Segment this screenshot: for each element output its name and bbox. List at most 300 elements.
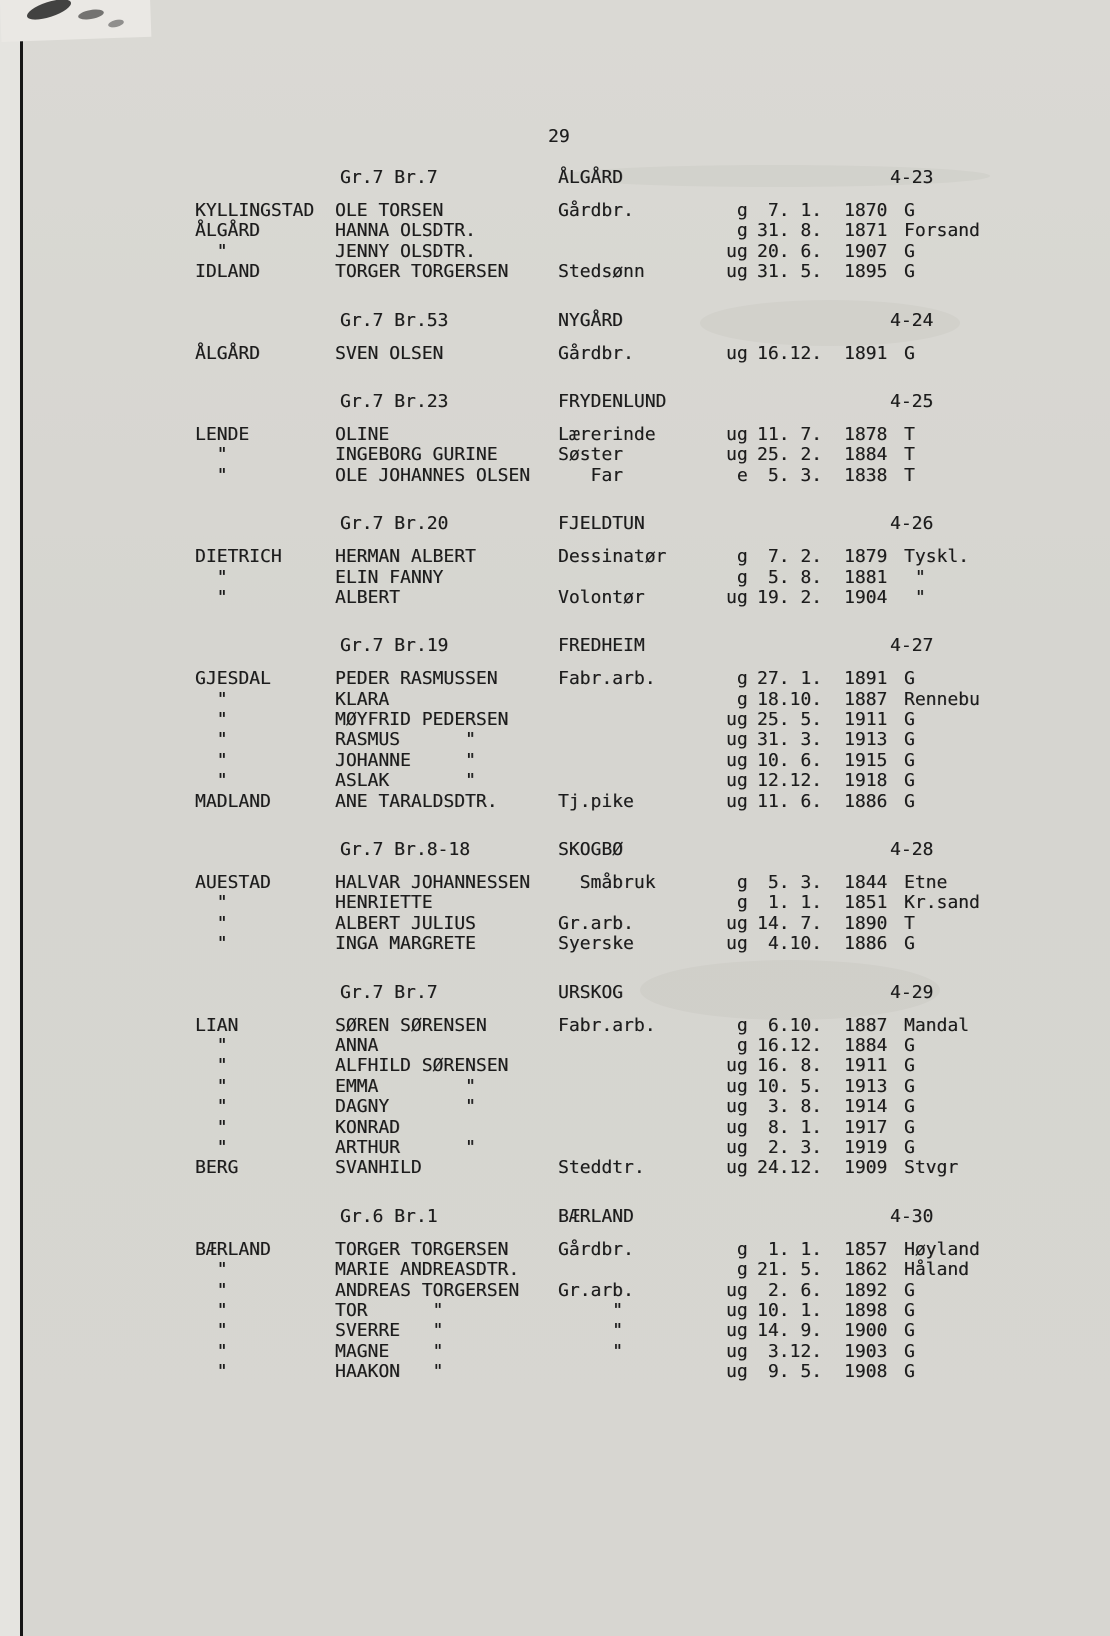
- cell-name: ASLAK ": [335, 770, 476, 792]
- cell-birth-year: 1891: [844, 342, 888, 364]
- cell-marital-status: ug: [726, 1116, 748, 1138]
- cell-name: PEDER RASMUSSEN: [335, 668, 498, 690]
- cell-surname: LIAN: [195, 1014, 239, 1036]
- cell-birth-date: 3.12.: [757, 1340, 823, 1362]
- cell-surname: ": [195, 749, 228, 771]
- cell-surname: ": [195, 1361, 228, 1383]
- cell-marital-status: ug: [726, 790, 748, 812]
- cell-birth-date: 10. 5.: [757, 1075, 823, 1097]
- cell-birthplace: ": [904, 566, 926, 588]
- cell-name: OLE TORSEN: [335, 200, 444, 221]
- cell-name: ARTHUR ": [335, 1136, 476, 1158]
- cell-marital-status: ug: [726, 586, 748, 608]
- census-row: [0, 1260, 1110, 1280]
- cell-name: HALVAR JOHANNESSEN: [335, 872, 531, 894]
- cell-name: HAAKON ": [335, 1361, 444, 1383]
- cell-birth-date: 16.12.: [757, 342, 823, 364]
- cell-birthplace: Mandal: [904, 1014, 970, 1036]
- group-rows: [0, 425, 1110, 486]
- cell-birthplace: G: [904, 1055, 915, 1077]
- census-row: [0, 1281, 1110, 1301]
- group-number: 4-29: [890, 981, 934, 1003]
- cell-birth-year: 1890: [844, 912, 888, 934]
- cell-birth-year: 1900: [844, 1320, 888, 1342]
- cell-birth-date: 18.10.: [757, 688, 823, 710]
- cell-surname: KYLLINGSTAD: [195, 200, 315, 221]
- cell-occupation: Fabr.arb.: [558, 668, 656, 690]
- cell-name: EMMA ": [335, 1075, 476, 1097]
- cell-birth-year: 1914: [844, 1096, 888, 1118]
- cell-surname: IDLAND: [195, 261, 261, 283]
- cell-marital-status: ug: [726, 1075, 748, 1097]
- cell-occupation: ": [558, 1299, 624, 1321]
- cell-birthplace: G: [904, 770, 915, 792]
- census-row: [0, 1077, 1110, 1097]
- group-rows: [0, 1240, 1110, 1383]
- census-row: [0, 771, 1110, 791]
- group-rows: [0, 201, 1110, 283]
- census-row: [0, 690, 1110, 710]
- group-header: [0, 311, 1110, 331]
- cell-marital-status: g: [726, 566, 748, 588]
- cell-occupation: Småbruk: [558, 872, 656, 894]
- cell-marital-status: g: [726, 220, 748, 242]
- cell-birthplace: ": [904, 586, 926, 608]
- group-rows: [0, 1016, 1110, 1179]
- cell-birthplace: Forsand: [904, 220, 980, 242]
- farm-name: NYGÅRD: [558, 309, 624, 331]
- farm-name: URSKOG: [558, 981, 624, 1003]
- cell-birth-year: 1917: [844, 1116, 888, 1138]
- group-gr-br: Gr.6 Br.1: [340, 1205, 438, 1227]
- group-rows: [0, 873, 1110, 955]
- cell-birthplace: T: [904, 464, 915, 486]
- cell-name: SØREN SØRENSEN: [335, 1014, 487, 1036]
- cell-name: ALBERT: [335, 586, 401, 608]
- census-group: [0, 168, 1110, 283]
- cell-occupation: Gr.arb.: [558, 912, 634, 934]
- page-number: 29: [548, 126, 570, 147]
- cell-marital-status: g: [726, 1014, 748, 1036]
- cell-occupation: Dessinatør: [558, 546, 667, 568]
- cell-marital-status: g: [726, 892, 748, 914]
- cell-marital-status: ug: [726, 933, 748, 955]
- group-gr-br: Gr.7 Br.23: [340, 390, 449, 412]
- census-row: [0, 344, 1110, 364]
- cell-birthplace: G: [904, 240, 915, 262]
- cell-birth-date: 6.10.: [757, 1014, 823, 1036]
- cell-birthplace: G: [904, 200, 915, 221]
- farm-name: ÅLGÅRD: [558, 167, 624, 188]
- group-rows: [0, 344, 1110, 364]
- cell-birth-date: 1. 1.: [757, 1238, 823, 1260]
- group-gr-br: Gr.7 Br.7: [340, 167, 438, 188]
- cell-name: SVERRE ": [335, 1320, 444, 1342]
- cell-surname: GJESDAL: [195, 668, 271, 690]
- cell-name: JOHANNE ": [335, 749, 476, 771]
- cell-occupation: ": [558, 1340, 624, 1362]
- cell-occupation: Gr.arb.: [558, 1279, 634, 1301]
- cell-birth-date: 21. 5.: [757, 1259, 823, 1281]
- census-row: [0, 792, 1110, 812]
- cell-birthplace: G: [904, 1034, 915, 1056]
- cell-birthplace: T: [904, 423, 915, 445]
- cell-birth-date: 19. 2.: [757, 586, 823, 608]
- cell-birth-year: 1884: [844, 1034, 888, 1056]
- cell-birth-date: 5. 8.: [757, 566, 823, 588]
- census-row: [0, 1036, 1110, 1056]
- cell-marital-status: ug: [726, 423, 748, 445]
- cell-birth-date: 10. 6.: [757, 749, 823, 771]
- cell-birthplace: G: [904, 1361, 915, 1383]
- census-row: [0, 1158, 1110, 1178]
- cell-birth-date: 2. 6.: [757, 1279, 823, 1301]
- cell-surname: ": [195, 933, 228, 955]
- group-header: [0, 636, 1110, 656]
- group-number: 4-25: [890, 390, 934, 412]
- cell-birth-year: 1911: [844, 1055, 888, 1077]
- cell-birth-year: 1851: [844, 892, 888, 914]
- cell-name: RASMUS ": [335, 729, 476, 751]
- cell-marital-status: e: [726, 464, 748, 486]
- cell-name: HANNA OLSDTR.: [335, 220, 476, 242]
- cell-birth-date: 27. 1.: [757, 668, 823, 690]
- cell-marital-status: ug: [726, 240, 748, 262]
- cell-occupation: Syerske: [558, 933, 634, 955]
- cell-birth-year: 1886: [844, 933, 888, 955]
- cell-birthplace: Etne: [904, 872, 948, 894]
- census-row: [0, 425, 1110, 445]
- cell-marital-status: g: [726, 668, 748, 690]
- cell-marital-status: g: [726, 688, 748, 710]
- cell-surname: ": [195, 464, 228, 486]
- cell-marital-status: ug: [726, 1096, 748, 1118]
- cell-birth-year: 1862: [844, 1259, 888, 1281]
- cell-birthplace: G: [904, 1116, 915, 1138]
- census-row: [0, 751, 1110, 771]
- census-row: [0, 1321, 1110, 1341]
- cell-birth-date: 3. 8.: [757, 1096, 823, 1118]
- cell-surname: ": [195, 892, 228, 914]
- cell-marital-status: ug: [726, 709, 748, 731]
- cell-occupation: Fabr.arb.: [558, 1014, 656, 1036]
- cell-birth-date: 7. 2.: [757, 546, 823, 568]
- cell-surname: DIETRICH: [195, 546, 282, 568]
- group-header: [0, 840, 1110, 860]
- cell-occupation: Søster: [558, 444, 624, 466]
- census-row: [0, 445, 1110, 465]
- cell-birth-year: 1891: [844, 668, 888, 690]
- cell-birth-date: 5. 3.: [757, 464, 823, 486]
- cell-birth-year: 1898: [844, 1299, 888, 1321]
- cell-birth-year: 1915: [844, 749, 888, 771]
- group-header: [0, 168, 1110, 188]
- cell-marital-status: ug: [726, 749, 748, 771]
- cell-marital-status: ug: [726, 729, 748, 751]
- cell-birth-year: 1908: [844, 1361, 888, 1383]
- cell-occupation: Steddtr.: [558, 1157, 645, 1179]
- census-row: [0, 1056, 1110, 1076]
- census-row: [0, 547, 1110, 567]
- cell-name: OLE JOHANNES OLSEN: [335, 464, 531, 486]
- group-gr-br: Gr.7 Br.19: [340, 635, 449, 657]
- cell-birth-date: 31. 8.: [757, 220, 823, 242]
- cell-birthplace: T: [904, 912, 915, 934]
- cell-birth-year: 1895: [844, 261, 888, 283]
- cell-birth-date: 8. 1.: [757, 1116, 823, 1138]
- cell-name: KLARA: [335, 688, 390, 710]
- cell-birth-year: 1887: [844, 688, 888, 710]
- census-group: [0, 636, 1110, 812]
- cell-birth-date: 24.12.: [757, 1157, 823, 1179]
- farm-name: FREDHEIM: [558, 635, 645, 657]
- cell-surname: ": [195, 729, 228, 751]
- census-row: [0, 1118, 1110, 1138]
- census-row: [0, 1301, 1110, 1321]
- cell-name: JENNY OLSDTR.: [335, 240, 476, 262]
- cell-surname: BERG: [195, 1157, 239, 1179]
- group-number: 4-23: [890, 167, 934, 188]
- group-header: [0, 392, 1110, 412]
- cell-birthplace: G: [904, 1299, 915, 1321]
- cell-name: ALFHILD SØRENSEN: [335, 1055, 509, 1077]
- cell-name: SVANHILD: [335, 1157, 422, 1179]
- cell-name: TOR ": [335, 1299, 444, 1321]
- cell-surname: ": [195, 1075, 228, 1097]
- cell-name: MARIE ANDREASDTR.: [335, 1259, 520, 1281]
- cell-surname: ": [195, 1136, 228, 1158]
- group-number: 4-28: [890, 839, 934, 861]
- cell-birth-year: 1904: [844, 586, 888, 608]
- cell-birth-date: 11. 7.: [757, 423, 823, 445]
- cell-marital-status: g: [726, 1259, 748, 1281]
- census-row: [0, 201, 1110, 221]
- census-groups: [0, 168, 1110, 1410]
- cell-birth-year: 1878: [844, 423, 888, 445]
- cell-occupation: ": [558, 1320, 624, 1342]
- cell-birthplace: G: [904, 261, 915, 283]
- cell-surname: ": [195, 566, 228, 588]
- cell-surname: MADLAND: [195, 790, 271, 812]
- cell-birth-year: 1919: [844, 1136, 888, 1158]
- cell-marital-status: g: [726, 872, 748, 894]
- cell-name: HERMAN ALBERT: [335, 546, 476, 568]
- cell-birth-year: 1911: [844, 709, 888, 731]
- census-row: [0, 669, 1110, 689]
- census-group: [0, 1207, 1110, 1383]
- census-row: [0, 914, 1110, 934]
- farm-name: BÆRLAND: [558, 1205, 634, 1227]
- cell-birthplace: G: [904, 790, 915, 812]
- cell-surname: ": [195, 688, 228, 710]
- farm-name: FJELDTUN: [558, 513, 645, 535]
- cell-marital-status: ug: [726, 1320, 748, 1342]
- cell-marital-status: ug: [726, 1340, 748, 1362]
- group-number: 4-24: [890, 309, 934, 331]
- census-row: [0, 730, 1110, 750]
- cell-surname: ": [195, 240, 228, 262]
- census-row: [0, 1362, 1110, 1382]
- group-rows: [0, 669, 1110, 812]
- cell-marital-status: g: [726, 1034, 748, 1056]
- cell-name: ANE TARALDSDTR.: [335, 790, 498, 812]
- census-group: [0, 311, 1110, 364]
- cell-birth-date: 7. 1.: [757, 200, 823, 221]
- cell-surname: ": [195, 444, 228, 466]
- cell-occupation: Gårdbr.: [558, 1238, 634, 1260]
- cell-birthplace: G: [904, 749, 915, 771]
- cell-birthplace: G: [904, 668, 915, 690]
- cell-birth-year: 1903: [844, 1340, 888, 1362]
- cell-birthplace: Stvgr: [904, 1157, 959, 1179]
- cell-birth-date: 5. 3.: [757, 872, 823, 894]
- farm-name: FRYDENLUND: [558, 390, 667, 412]
- group-gr-br: Gr.7 Br.20: [340, 513, 449, 535]
- cell-birth-year: 1870: [844, 200, 888, 221]
- cell-occupation: Far: [558, 464, 624, 486]
- cell-birth-year: 1909: [844, 1157, 888, 1179]
- census-row: [0, 710, 1110, 730]
- cell-marital-status: ug: [726, 1279, 748, 1301]
- cell-birth-date: 2. 3.: [757, 1136, 823, 1158]
- group-number: 4-30: [890, 1205, 934, 1227]
- cell-birth-date: 1. 1.: [757, 892, 823, 914]
- cell-birth-year: 1881: [844, 566, 888, 588]
- census-group: [0, 514, 1110, 608]
- cell-birthplace: Håland: [904, 1259, 970, 1281]
- cell-surname: LENDE: [195, 423, 250, 445]
- cell-marital-status: ug: [726, 444, 748, 466]
- cell-birth-date: 11. 6.: [757, 790, 823, 812]
- cell-birth-date: 12.12.: [757, 770, 823, 792]
- cell-name: SVEN OLSEN: [335, 342, 444, 364]
- cell-name: OLINE: [335, 423, 390, 445]
- group-gr-br: Gr.7 Br.8-18: [340, 839, 471, 861]
- cell-birthplace: T: [904, 444, 915, 466]
- cell-marital-status: ug: [726, 912, 748, 934]
- cell-birth-date: 14. 9.: [757, 1320, 823, 1342]
- group-number: 4-26: [890, 513, 934, 535]
- cell-surname: ÅLGÅRD: [195, 220, 261, 242]
- cell-occupation: Stedsønn: [558, 261, 645, 283]
- cell-surname: ÅLGÅRD: [195, 342, 261, 364]
- cell-surname: ": [195, 912, 228, 934]
- cell-name: ANNA: [335, 1034, 379, 1056]
- cell-birth-year: 1879: [844, 546, 888, 568]
- farm-name: SKOGBØ: [558, 839, 624, 861]
- cell-birth-year: 1918: [844, 770, 888, 792]
- cell-name: ELIN FANNY: [335, 566, 444, 588]
- group-header: [0, 1207, 1110, 1227]
- cell-birthplace: G: [904, 1136, 915, 1158]
- cell-marital-status: ug: [726, 1157, 748, 1179]
- census-group: [0, 983, 1110, 1179]
- cell-occupation: Lærerinde: [558, 423, 656, 445]
- census-row: [0, 221, 1110, 241]
- cell-birth-date: 10. 1.: [757, 1299, 823, 1321]
- cell-birth-date: 25. 5.: [757, 709, 823, 731]
- corner-torn-patch: [0, 0, 151, 42]
- cell-birthplace: G: [904, 933, 915, 955]
- cell-marital-status: ug: [726, 770, 748, 792]
- cell-birth-year: 1907: [844, 240, 888, 262]
- cell-marital-status: ug: [726, 1361, 748, 1383]
- census-row: [0, 242, 1110, 262]
- cell-birth-date: 31. 3.: [757, 729, 823, 751]
- group-gr-br: Gr.7 Br.7: [340, 981, 438, 1003]
- cell-occupation: Gårdbr.: [558, 342, 634, 364]
- group-header: [0, 983, 1110, 1003]
- group-number: 4-27: [890, 635, 934, 657]
- cell-birth-year: 1884: [844, 444, 888, 466]
- cell-marital-status: ug: [726, 342, 748, 364]
- cell-surname: ": [195, 1340, 228, 1362]
- cell-surname: ": [195, 770, 228, 792]
- census-row: [0, 1240, 1110, 1260]
- cell-birthplace: G: [904, 709, 915, 731]
- census-group: [0, 840, 1110, 955]
- cell-birthplace: Høyland: [904, 1238, 980, 1260]
- cell-name: INGA MARGRETE: [335, 933, 476, 955]
- cell-birth-date: 14. 7.: [757, 912, 823, 934]
- census-group: [0, 392, 1110, 486]
- cell-surname: AUESTAD: [195, 872, 271, 894]
- cell-birth-date: 16.12.: [757, 1034, 823, 1056]
- cell-birth-year: 1887: [844, 1014, 888, 1036]
- cell-surname: ": [195, 1299, 228, 1321]
- cell-birthplace: G: [904, 1075, 915, 1097]
- cell-birthplace: G: [904, 1340, 915, 1362]
- cell-birthplace: Tyskl.: [904, 546, 970, 568]
- cell-surname: ": [195, 1320, 228, 1342]
- cell-occupation: Tj.pike: [558, 790, 634, 812]
- cell-birth-date: 16. 8.: [757, 1055, 823, 1077]
- census-row: [0, 1138, 1110, 1158]
- census-row: [0, 873, 1110, 893]
- cell-birthplace: Kr.sand: [904, 892, 980, 914]
- cell-occupation: Volontør: [558, 586, 645, 608]
- cell-marital-status: ug: [726, 261, 748, 283]
- cell-surname: ": [195, 709, 228, 731]
- cell-birth-year: 1838: [844, 464, 888, 486]
- cell-name: INGEBORG GURINE: [335, 444, 498, 466]
- cell-name: TORGER TORGERSEN: [335, 261, 509, 283]
- cell-birthplace: Rennebu: [904, 688, 980, 710]
- census-row: [0, 934, 1110, 954]
- cell-marital-status: ug: [726, 1055, 748, 1077]
- cell-surname: ": [195, 1034, 228, 1056]
- census-row: [0, 466, 1110, 486]
- group-gr-br: Gr.7 Br.53: [340, 309, 449, 331]
- cell-birthplace: G: [904, 1096, 915, 1118]
- cell-name: DAGNY ": [335, 1096, 476, 1118]
- census-row: [0, 568, 1110, 588]
- cell-surname: ": [195, 1279, 228, 1301]
- cell-marital-status: ug: [726, 1299, 748, 1321]
- cell-surname: BÆRLAND: [195, 1238, 271, 1260]
- cell-marital-status: g: [726, 200, 748, 221]
- cell-marital-status: ug: [726, 1136, 748, 1158]
- cell-birth-date: 4.10.: [757, 933, 823, 955]
- group-header: [0, 514, 1110, 534]
- cell-name: MAGNE ": [335, 1340, 444, 1362]
- cell-birth-date: 25. 2.: [757, 444, 823, 466]
- cell-birth-year: 1844: [844, 872, 888, 894]
- cell-birth-year: 1857: [844, 1238, 888, 1260]
- cell-birthplace: G: [904, 342, 915, 364]
- census-row: [0, 893, 1110, 913]
- cell-surname: ": [195, 1116, 228, 1138]
